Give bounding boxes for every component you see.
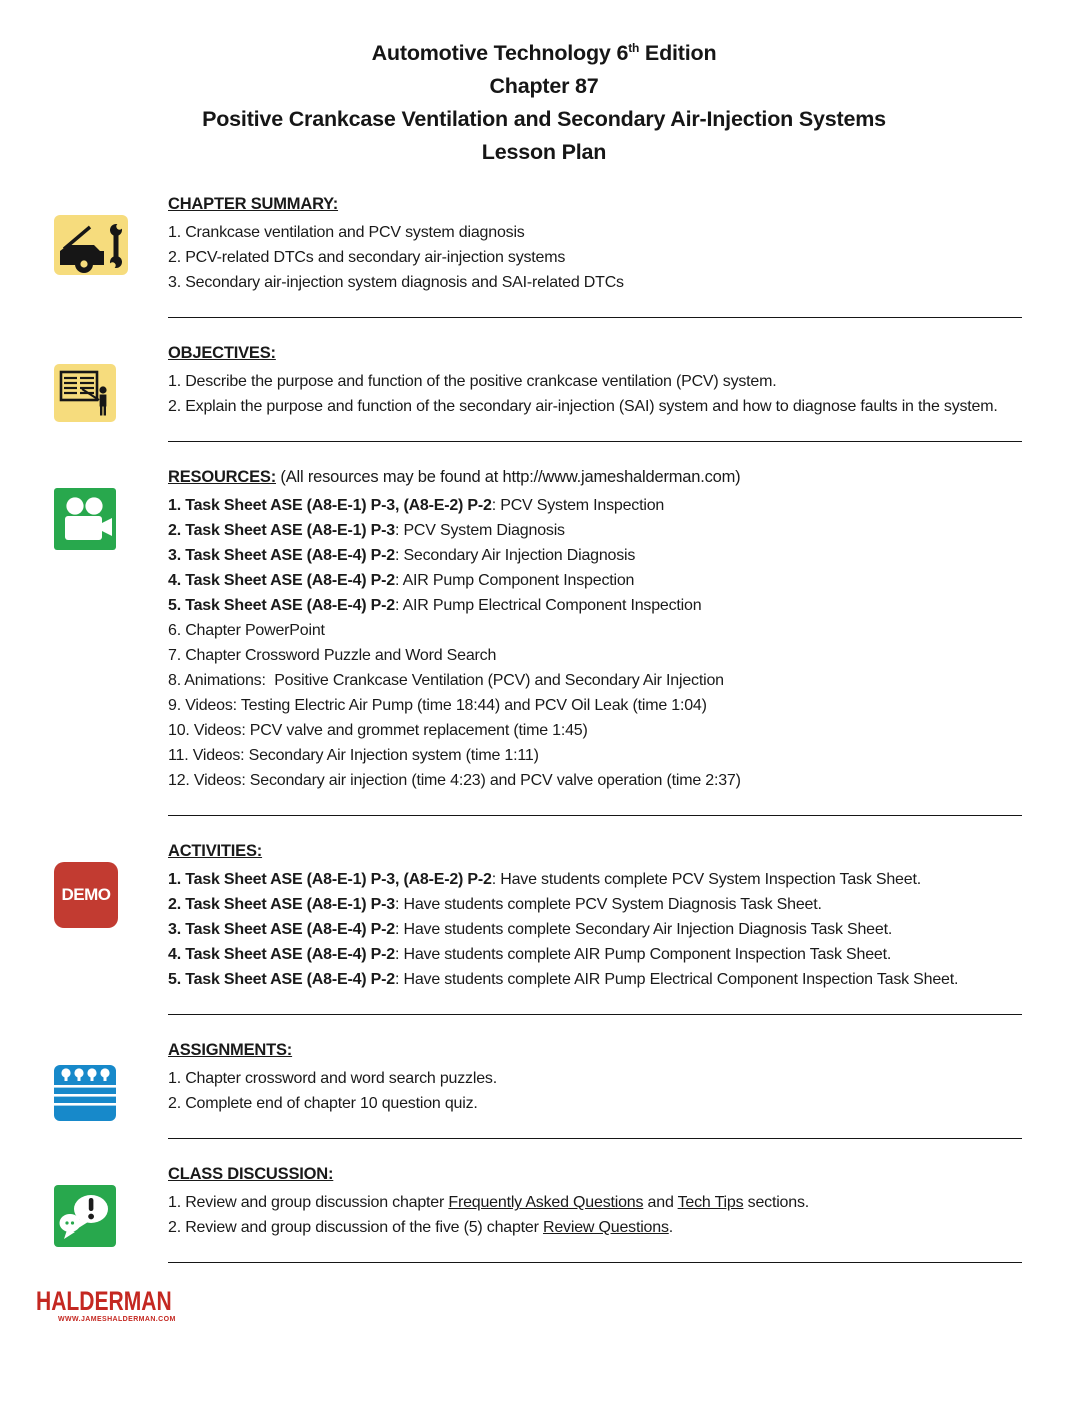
list-item: 1. Review and group discussion chapter Frequently Asked Questions and Tech Tips sections.	[168, 1194, 809, 1212]
list-item: 4. Task Sheet ASE (A8-E-4) P-2: AIR Pump Component Inspection	[168, 572, 635, 590]
list-item: 2. Explain the purpose and function of the secondary air-injection (SAI) system and how to diagnose faults in the system.	[168, 398, 998, 416]
list-item: 9. Videos: Testing Electric Air Pump (time 18:44) and PCV Oil Leak (time 1:04)	[168, 697, 707, 715]
section-assignments	[0, 1039, 1088, 1139]
list-item: 3. Task Sheet ASE (A8-E-4) P-2: Secondary Air Injection Diagnosis	[168, 547, 636, 565]
list-item: 1. Chapter crossword and word search puzzles.	[168, 1070, 497, 1088]
resources-heading: RESOURCES: (All resources may be found at http://www.jameshalderman.com)	[168, 468, 741, 487]
section-divider	[168, 317, 1022, 318]
list-item: 5. Task Sheet ASE (A8-E-4) P-2: AIR Pump Electrical Component Inspection	[168, 597, 702, 615]
discussion-icon	[54, 1185, 116, 1247]
halderman-logo	[36, 1287, 1088, 1323]
title-line: Chapter 87	[489, 74, 599, 99]
section-activities	[0, 840, 1088, 1015]
section-icon-column	[0, 466, 168, 816]
section-divider	[168, 1138, 1022, 1139]
list-item: 5. Task Sheet ASE (A8-E-4) P-2: Have students complete AIR Pump Electrical Component Inspection Task Sheet.	[168, 971, 959, 989]
presentation-board-icon	[54, 364, 116, 422]
list-item: 6. Chapter PowerPoint	[168, 622, 325, 640]
halderman-logo-url: WWW.JAMESHALDERMAN.COM	[58, 1316, 176, 1324]
demo-icon-label: DEMO	[54, 862, 118, 928]
section-content	[168, 466, 1022, 816]
section-chapter-summary	[0, 193, 1088, 318]
section-icon-column	[0, 342, 168, 442]
class-discussion-heading: CLASS DISCUSSION:	[168, 1165, 334, 1184]
activities-heading: ACTIVITIES:	[168, 842, 263, 861]
list-item: 2. Task Sheet ASE (A8-E-1) P-3: PCV System Diagnosis	[168, 522, 565, 540]
list-item: 1. Describe the purpose and function of the positive crankcase ventilation (PCV) system.	[168, 373, 777, 391]
car-hood-wrench-icon	[54, 215, 128, 275]
list-item: 2. PCV-related DTCs and secondary air-injection systems	[168, 249, 566, 267]
section-content	[168, 1163, 1022, 1263]
section-content	[168, 840, 1022, 1015]
list-item: 3. Task Sheet ASE (A8-E-4) P-2: Have students complete Secondary Air Injection Diagnosis Task Sheet.	[168, 921, 893, 939]
list-item: 1. Crankcase ventilation and PCV system diagnosis	[168, 224, 525, 242]
document-title	[0, 0, 1088, 169]
list-item: 4. Task Sheet ASE (A8-E-4) P-2: Have students complete AIR Pump Component Inspection Task Sheet.	[168, 946, 892, 964]
list-item: 11. Videos: Secondary Air Injection system (time 1:11)	[168, 747, 539, 765]
list-item: 7. Chapter Crossword Puzzle and Word Search	[168, 647, 497, 665]
section-class-discussion	[0, 1163, 1088, 1263]
list-item: 2. Task Sheet ASE (A8-E-1) P-3: Have students complete PCV System Diagnosis Task Sheet.	[168, 896, 822, 914]
title-line: Lesson Plan	[481, 140, 607, 165]
halderman-logo-text: HALDERMAN	[36, 1286, 172, 1317]
title-line: Automotive Technology 6th Edition	[371, 41, 717, 66]
section-icon-column	[0, 1163, 168, 1263]
list-item: 1. Task Sheet ASE (A8-E-1) P-3, (A8-E-2) P-2: PCV System Inspection	[168, 497, 665, 515]
section-resources	[0, 466, 1088, 816]
objectives-heading: OBJECTIVES:	[168, 344, 276, 363]
section-content	[168, 193, 1022, 318]
title-line: Positive Crankcase Ventilation and Secondary Air-Injection Systems	[202, 107, 886, 132]
list-item: 1. Task Sheet ASE (A8-E-1) P-3, (A8-E-2) P-2: Have students complete PCV System Inspection Task Sheet.	[168, 871, 921, 889]
list-item: 3. Secondary air-injection system diagnosis and SAI-related DTCs	[168, 274, 624, 292]
section-divider	[168, 441, 1022, 442]
section-objectives	[0, 342, 1088, 442]
section-icon-column	[0, 1039, 168, 1139]
notepad-icon	[54, 1061, 116, 1121]
assignments-heading: ASSIGNMENTS:	[168, 1041, 293, 1060]
section-divider	[168, 1262, 1022, 1263]
demo-icon	[54, 862, 118, 928]
chapter-summary-heading: CHAPTER SUMMARY:	[168, 195, 339, 214]
list-item: 2. Complete end of chapter 10 question quiz.	[168, 1095, 478, 1113]
list-item: 8. Animations: Positive Crankcase Ventilation (PCV) and Secondary Air Injection	[168, 672, 724, 690]
section-divider	[168, 815, 1022, 816]
list-item: 12. Videos: Secondary air injection (time 4:23) and PCV valve operation (time 2:37)	[168, 772, 741, 790]
list-item: 2. Review and group discussion of the five (5) chapter Review Questions.	[168, 1219, 673, 1237]
section-icon-column	[0, 840, 168, 1015]
section-content	[168, 342, 1022, 442]
video-camera-icon	[54, 488, 116, 550]
section-divider	[168, 1014, 1022, 1015]
section-content	[168, 1039, 1022, 1139]
sections-container	[0, 193, 1088, 1263]
list-item: 10. Videos: PCV valve and grommet replacement (time 1:45)	[168, 722, 588, 740]
section-icon-column	[0, 193, 168, 318]
